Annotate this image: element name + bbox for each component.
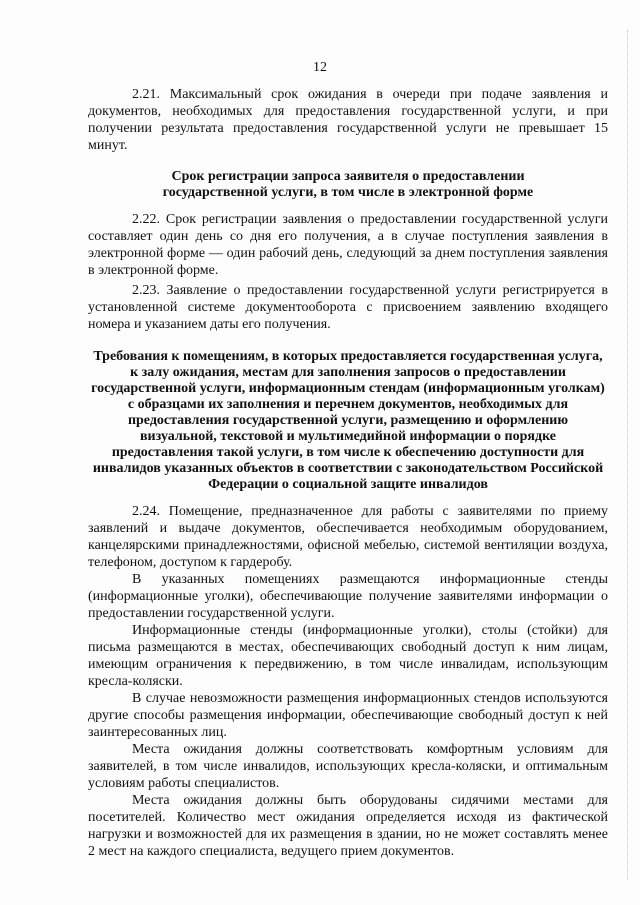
paragraph-info-stands: В указанных помещениях размещаются информационные стенды (информационные уголки), обеспечивающие получение заявителями информации о предоставлении государственной услуги. [88, 572, 608, 621]
paragraph-waiting-seats: Места ожидания должны быть оборудованы сидячими местами для посетителей. Количество мест ожидания определяется исходя из фактической нагрузки и возможностей для их размещения в здании, но не может составлять менее 2 мест на каждого специалиста, ведущего прием документов. [88, 793, 608, 859]
heading-premises-requirements: Требования к помещениям, в которых предоставляется государственная услуга, к залу ожидания, местам для заполнения запросов о предоставлении государственной услуги, информационным стендам (информационным уголкам) с образцами их заполнения и перечнем документов, необходимых для предоставления государственной услуги, размещению и оформлению визуальной, текстовой и мультимедийной информации о порядке предоставления такой услуги, в том числе к обеспечению доступности для инвалидов указанных объектов в соответствии с законодательством Российской Федерации о социальной защите инвалидов [91, 349, 605, 492]
heading-registration-term: Срок регистрации запроса заявителя о предоставлении государственной услуги, в том числе в электронной форме [162, 169, 534, 200]
page-number: 12 [313, 60, 327, 75]
page-content [88, 86, 608, 860]
paragraph-2-23: 2.23. Заявление о предоставлении государственной услуги регистрируется в установленной системе документооборота с присвоением заявлению входящего номера и указанием даты его получения. [88, 283, 608, 332]
paragraph-waiting-comfort: Места ожидания должны соответствовать комфортным условиям для заявителей, в том числе инвалидов, использующих кресла-коляски, и оптимальным условиям работы специалистов. [88, 742, 608, 791]
paragraph-2-22: 2.22. Срок регистрации заявления о предоставлении государственной услуги составляет один день со дня его получения, а в случае поступления заявления в электронной форме — один рабочий день, следующий за днем поступления заявления в электронной форме. [88, 212, 608, 278]
scan-edge-marks [623, 30, 628, 880]
paragraph-stands-tables: Информационные стенды (информационные уголки), столы (стойки) для письма размещаются в местах, обеспечивающих свободный доступ к ним лицам, имеющим ограничения к передвижению, в том числе инвалидам, использующим кресла-коляски. [88, 623, 608, 689]
paragraph-2-24: 2.24. Помещение, предназначенное для работы с заявителями по приему заявлений и выдаче документов, обеспечивается необходимым оборудованием, канцелярскими принадлежностями, офисной мебелью, системой вентиляции воздуха, телефоном, доступом к гардеробу. [88, 504, 608, 570]
paragraph-2-21: 2.21. Максимальный срок ожидания в очереди при подаче заявления и документов, необходимых для предоставления государственной услуги, и при получении результата предоставления государственной услуги не превышает 15 минут. [88, 87, 608, 153]
paragraph-alternative-info: В случае невозможности размещения информационных стендов используются другие способы размещения информации, обеспечивающие свободный доступ к ней заинтересованных лиц. [88, 691, 608, 740]
